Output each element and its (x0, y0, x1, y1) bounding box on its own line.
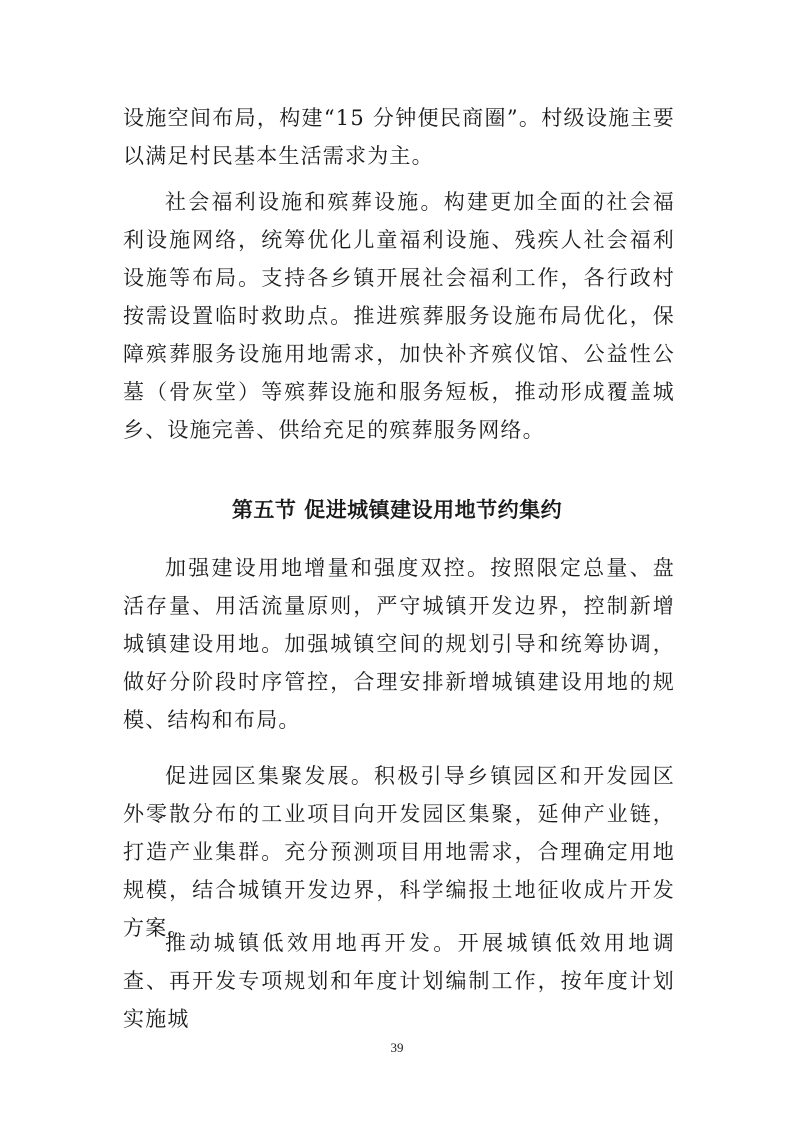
section-heading: 第五节 促进城镇建设用地节约集约 (231, 498, 563, 522)
paragraph-land-control: 加强建设用地增量和强度双控。按照限定总量、盘活存量、用活流量原则，严守城镇开发边界，控制新增城镇建设用地。加强城镇空间的规划引导和统筹协调，做好分阶段时序管控，合理安排新增城镇建设用地的规模、结构和布局。 (123, 556, 675, 732)
paragraph-continuation: 设施空间布局，构建“15 分钟便民商圈”。村级设施主要以满足村民基本生活需求为主。 (123, 106, 675, 168)
paragraph-park-cluster: 促进园区集聚发展。积极引导乡镇园区和开发园区外零散分布的工业项目向开发园区集聚，延伸产业链，打造产业集群。充分预测项目用地需求，合理确定用地规模，结合城镇开发边界，科学编报土地征收成片开发方案。 (123, 764, 675, 940)
paragraph-social-welfare: 社会福利设施和殡葬设施。构建更加全面的社会福利设施网络，统筹优化儿童福利设施、残疾人社会福利设施等布局。支持各乡镇开展社会福利工作，各行政村按需设置临时救助点。推进殡葬服务设施布局优化，保障殡葬服务设施用地需求，加快补齐殡仪馆、公益性公墓（骨灰堂）等殡葬设施和服务短板，推动形成覆盖城乡、设施完善、供给充足的殡葬服务网络。 (123, 190, 675, 442)
page-number: 39 (390, 1040, 404, 1055)
paragraph-redevelopment: 推动城镇低效用地再开发。开展城镇低效用地调查、再开发专项规划和年度计划编制工作，按年度计划实施城 (123, 931, 675, 1031)
